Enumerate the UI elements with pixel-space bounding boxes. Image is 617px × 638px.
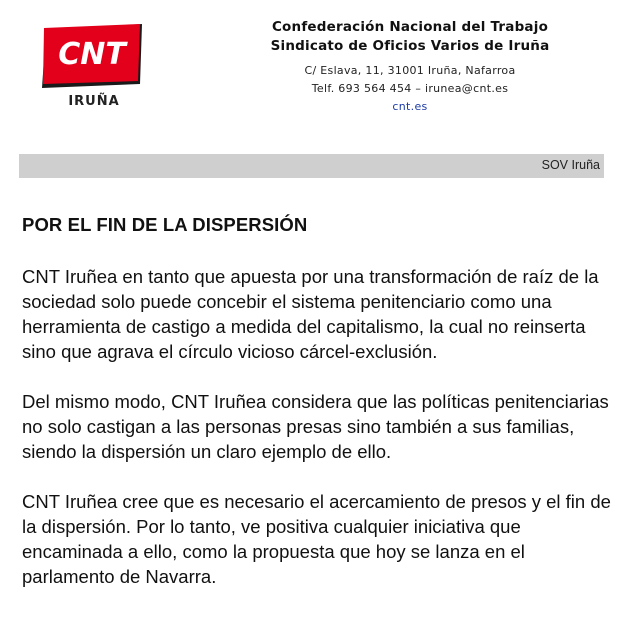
document-title: POR EL FIN DE LA DISPERSIÓN: [22, 214, 308, 235]
cnt-badge-icon: [42, 24, 146, 88]
org-website-link[interactable]: cnt.es: [392, 100, 428, 113]
paragraph: CNT Iruñea cree que es necesario el acercamiento de presos y el fin de la dispersión. Por lo tanto, ve positiva cualquier iniciativa que encaminada a ello, como la propuesta que hoy se lanza en el parlamento de Navarra.: [22, 491, 611, 587]
org-header: [230, 18, 590, 116]
org-name-line1: Confederación Nacional del Trabajo: [271, 19, 549, 35]
org-address: C/ Eslava, 11, 31001 Iruña, Nafarroa: [304, 64, 516, 77]
cnt-logo: [42, 24, 146, 110]
org-name-line2: Sindicato de Oficios Varios de Iruña: [270, 38, 550, 54]
logo-place-name: IRUÑA: [68, 94, 120, 109]
document-body: [22, 264, 612, 614]
section-band: [19, 154, 604, 178]
band-label: SOV Iruña: [541, 158, 600, 172]
paragraph: Del mismo modo, CNT Iruñea considera que las políticas penitenciarias no solo castigan a las personas presas sino también a sus familias, siendo la dispersión un claro ejemplo de ello.: [22, 391, 609, 462]
cnt-badge-text: CNT: [58, 37, 126, 72]
org-phone-email: Telf. 693 564 454 – irunea@cnt.es: [311, 82, 509, 95]
paragraph: CNT Iruñea en tanto que apuesta por una transformación de raíz de la sociedad solo puede concebir el sistema penitenciario como una herramienta de castigo a medida del capitalismo, la cual no reinserta sino que agrava el círculo vicioso cárcel-exclusión.: [22, 266, 599, 362]
